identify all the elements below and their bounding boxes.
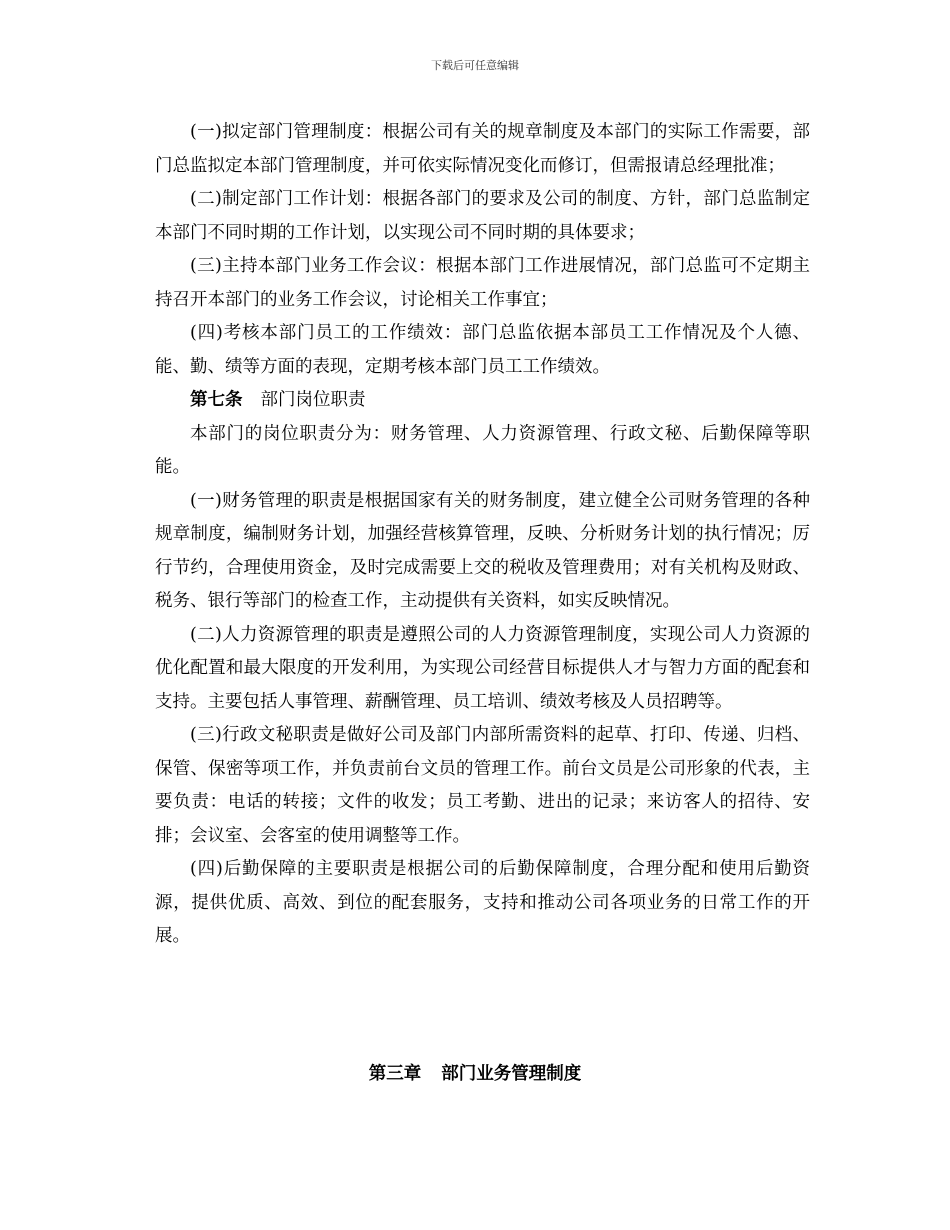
document-body	[155, 116, 810, 954]
article-7-title: 部门岗位职责	[260, 390, 366, 410]
paragraph-6: 本部门的岗位职责分为：财务管理、人力资源管理、行政文秘、后勤保障等职能。	[155, 423, 810, 477]
article-7-heading	[155, 384, 810, 418]
paragraph-8: (二)人力资源管理的职责是遵照公司的人力资源管理制度，实现公司人力资源的优化配置和最大限度的开发利用，为实现公司经营目标提供人才与智力方面的配套和支持。主要包括人事管理、薪酬管理、员工培训、绩效考核及人员招聘等。	[155, 624, 810, 712]
paragraph-4: (四)考核本部门员工的工作绩效：部门总监依据本部员工工作情况及个人德、能、勤、绩等方面的表现，定期考核本部门员工工作绩效。	[155, 323, 810, 377]
article-7-label: 第七条	[190, 390, 243, 410]
page-header: 下载后可任意编辑	[431, 59, 519, 72]
chapter-title: 部门业务管理制度	[441, 1064, 582, 1084]
paragraph-7: (一)财务管理的职责是根据国家有关的财务制度，建立健全公司财务管理的各种规章制度，编制财务计划，加强经营核算管理，反映、分析财务计划的执行情况；厉行节约，合理使用资金，及时完成需要上交的税收及管理费用；对有关机构及财政、税务、银行等部门的检查工作，主动提供有关资料，如实反映情况。	[155, 490, 810, 611]
paragraph-10: (四)后勤保障的主要职责是根据公司的后勤保障制度，合理分配和使用后勤资源，提供优质、高效、到位的配套服务，支持和推动公司各项业务的日常工作的开展。	[155, 859, 810, 946]
paragraph-1: (一)拟定部门管理制度：根据公司有关的规章制度及本部门的实际工作需要，部门总监拟定本部门管理制度，并可依实际情况变化而修订，但需报请总经理批准；	[155, 122, 810, 176]
paragraph-2: (二)制定部门工作计划：根据各部门的要求及公司的制度、方针，部门总监制定本部门不同时期的工作计划，以实现公司不同时期的具体要求；	[155, 189, 810, 243]
paragraph-3: (三)主持本部门业务工作会议：根据本部门工作进展情况，部门总监可不定期主持召开本部门的业务工作会议，讨论相关工作事宜；	[155, 256, 810, 310]
chapter-number: 第三章	[368, 1064, 422, 1084]
paragraph-9: (三)行政文秘职责是做好公司及部门内部所需资料的起草、打印、传递、归档、保管、保密等项工作，并负责前台文员的管理工作。前台文员是公司形象的代表，主要负责：电话的转接；文件的收发；员工考勤、进出的记录；来访客人的招待、安排；会议室、会客室的使用调整等工作。	[155, 725, 810, 846]
chapter-heading	[0, 1060, 950, 1085]
